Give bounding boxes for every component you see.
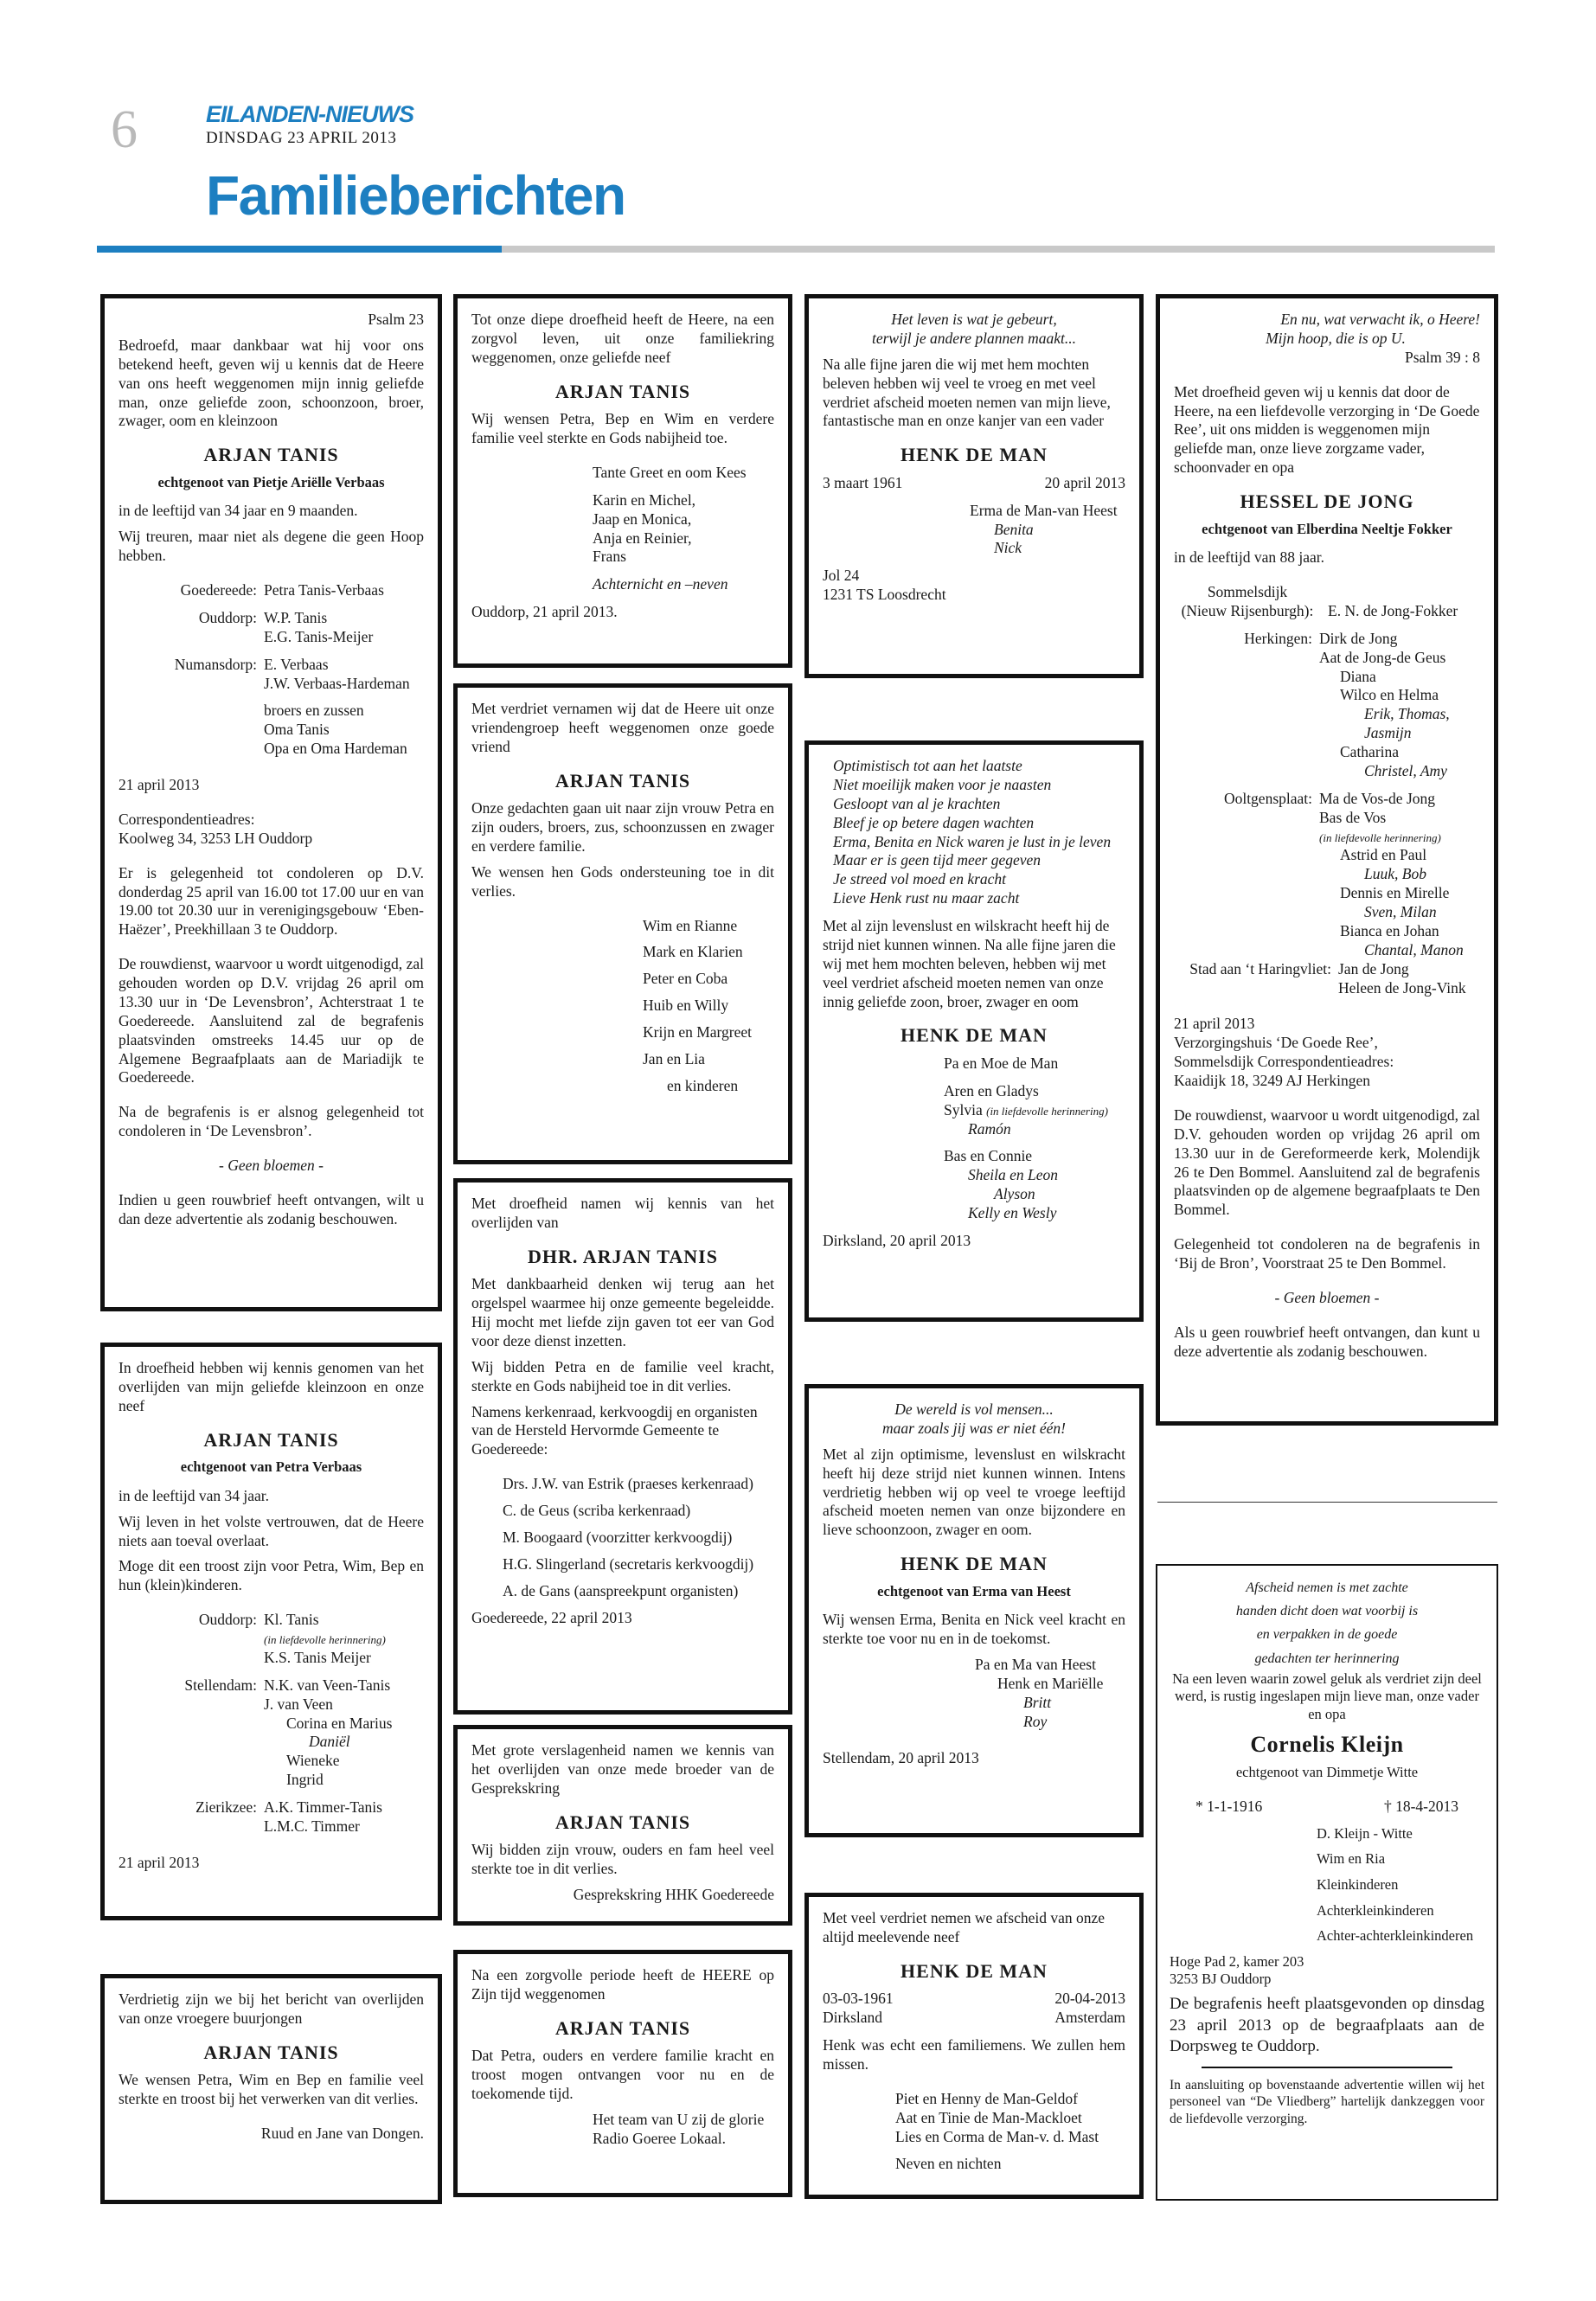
- ad-place-date: Ouddorp, 21 april 2013.: [471, 603, 618, 621]
- spouse-line: echtgenoot van Erma van Heest: [877, 1582, 1071, 1599]
- psalm-reference: Psalm 39 : 8: [1404, 348, 1480, 366]
- ad-henk-de-man-family: [804, 294, 1144, 678]
- ad-date: 21 april 2013: [119, 1853, 200, 1871]
- wish-line: We wensen hen Gods ondersteuning toe in dit verlies.: [471, 862, 774, 900]
- ad-arjan-tanis-friends: [453, 683, 792, 1164]
- age-line: in de leeftijd van 34 jaar en 9 maanden.: [119, 502, 358, 520]
- issue-date: DINSDAG 23 APRIL 2013: [206, 129, 397, 147]
- address-line: Jol 24: [823, 567, 860, 585]
- correspondence-label: Correspondentieadres:: [119, 810, 255, 828]
- family-row: Herkingen: Dirk de Jong Aat de Jong-de Geus Diana Wilco en Helma Erik, Thomas, Jasmijn Catharina Christel, Amy: [1244, 629, 1450, 779]
- spouse-line: echtgenoot van Pietje Ariëlle Verbaas: [157, 473, 385, 490]
- column-divider: [1157, 1502, 1497, 1503]
- thoughts-line: Onze gedachten gaan uit naar zijn vrouw Petra en zijn ouders, broers, zus, schoonzussen en zwager en verdere familie.: [471, 799, 774, 855]
- ad-arjan-tanis-family: [100, 294, 442, 1311]
- divider-line: [1202, 2067, 1452, 2068]
- signatories: D. Kleijn - Witte Wim en Ria Kleinkinderen Achterkleinkinderen Achter-achterkleinkinderen: [1317, 1824, 1474, 1945]
- family-row: Ouddorp: W.P. Tanis E.G. Tanis-Meijer: [198, 608, 374, 645]
- ad-intro: Met veel verdriet nemen we afscheid van onze altijd meelevende neef: [823, 1909, 1106, 1945]
- deceased-name: ARJAN TANIS: [203, 2041, 339, 2063]
- family-row: Ouddorp: Kl. Tanis (in liefdevolle herinnering) K.S. Tanis Meijer: [198, 1611, 386, 1666]
- poem-line: De wereld is vol mensen...: [894, 1400, 1054, 1418]
- life-dates: 3 maart 1961 20 april 2013: [823, 473, 1125, 491]
- no-flowers: - Geen bloemen -: [219, 1157, 324, 1174]
- service-info: De rouwdienst, waarvoor u wordt uitgenodigd, zal D.V. gehouden worden op vrijdag 26 april om 13.30 uur in de Gereformeerde kerk, Molendijk 26 te Den Bommel. Aansluitend zal de begrafenis plaatsvinden op de algemene begraafplaats te Den Bommel.: [1174, 1106, 1480, 1219]
- ad-place-date: Stellendam, 20 april 2013: [823, 1748, 979, 1766]
- deceased-name: ARJAN TANIS: [203, 1428, 339, 1451]
- ad-intro: Na een zorgvolle periode heeft de HEERE op Zijn tijd weggenomen: [471, 1966, 774, 2003]
- family-row: Stad aan ‘t Haringvliet: Jan de Jong Heleen de Jong-Vink: [1189, 959, 1466, 997]
- wish-line: Moge dit een troost zijn voor Petra, Wim, Bep en hun (klein)kinderen.: [119, 1557, 424, 1594]
- poem-line: maar zoals jij was er niet één!: [882, 1419, 1066, 1437]
- age-line: in de leeftijd van 34 jaar.: [119, 1486, 269, 1504]
- belief-line: Wij leven in het volste vertrouwen, dat de Heere niets aan toeval overlaat.: [119, 1512, 424, 1549]
- no-flowers: - Geen bloemen -: [1274, 1288, 1380, 1306]
- deceased-name: DHR. ARJAN TANIS: [528, 1245, 718, 1267]
- ad-signature: Gesprekskring HHK Goedereede: [573, 1885, 774, 1903]
- family-row: Ooltgensplaat: Ma de Vos-de Jong Bas de Vos (in liefdevolle herinnering) Astrid en Paul Luuk, Bob Dennis en Mirelle Sven, Milan Bianca en Johan Chantal, Manon: [1223, 789, 1464, 958]
- hope-line: Wij treuren, maar niet als degene die geen Hoop hebben.: [119, 528, 424, 565]
- wish-line: Wij wensen Erma, Benita en Nick veel kracht en sterkte toe voor nu en in de toekomst.: [823, 1611, 1125, 1648]
- ad-intro: Met droefheid namen wij kennis van het overlijden van: [471, 1195, 774, 1231]
- signatories: Drs. J.W. van Estrik (praeses kerkenraad) C. de Geus (scriba kerkenraad) M. Boogaard (voorzitter kerkvoogdij) H.G. Slingerland (secretaris kerkvoogdij) A. de Gans (aanspreekpunt organisten): [503, 1475, 754, 1599]
- deceased-name: HENK DE MAN: [901, 1024, 1048, 1047]
- signatories: Pa en Ma van Heest Henk en Mariëlle Britt Roy: [975, 1656, 1104, 1730]
- wish-line: Wij wensen Petra, Bep en Wim en verdere familie veel sterkte en Gods nabijheid toe.: [471, 410, 774, 446]
- ad-place-date: Dirksland, 20 april 2013: [823, 1231, 971, 1249]
- ad-arjan-tanis-relatives: [453, 294, 792, 668]
- poem: Optimistisch tot aan het laatste Niet moeilijk maken voor je naasten Gesloopt van al je krachten Bleef je op betere dagen wachten Erma, Benita en Nick waren je lust in je leven Maar er is geen tijd meer gegeven Je streed vol moed en kracht Lieve Henk rust nu maar zacht: [833, 757, 1112, 907]
- family-row: Numansdorp: E. Verbaas J.W. Verbaas-Hardeman: [174, 655, 410, 692]
- psalm-reference: Psalm 23: [368, 311, 424, 328]
- correspondence-line: Verzorgingshuis ‘De Goede Ree’,: [1174, 1034, 1378, 1052]
- family-extra: broers en zussen Oma Tanis Opa en Oma Hardeman: [264, 702, 407, 758]
- deceased-name: HENK DE MAN: [901, 444, 1048, 466]
- text-line: Henk was echt een familiemens. We zullen hem missen.: [823, 2036, 1125, 2073]
- prayer-line: Wij bidden Petra en de familie veel kracht, sterkte en Gods nabijheid toe in dit verlies.: [471, 1357, 774, 1394]
- ad-intro: Tot onze diepe droefheid heeft de Heere, na een zorgvol leven, uit onze familiekring weggenomen, onze geliefde neef: [471, 311, 774, 366]
- age-line: in de leeftijd van 88 jaar.: [1174, 548, 1324, 567]
- ad-place-date: Goedereede, 22 april 2013: [471, 1608, 632, 1626]
- after-burial-info: Na de begrafenis is er alsnog gelegenheid tot condoleren in ‘De Levensbron’.: [119, 1103, 424, 1140]
- address-line: 1231 TS Loosdrecht: [823, 586, 946, 604]
- burial-info: De begrafenis heeft plaatsgevonden op dinsdag 23 april 2013 op de begraafplaats aan de Dorpsweg te Ouddorp.: [1170, 1995, 1484, 2056]
- ad-intro: In droefheid hebben wij kennis genomen van het overlijden van mijn geliefde kleinzoon en onze neef: [119, 1359, 424, 1414]
- ad-arjan-tanis-church: [453, 1178, 792, 1715]
- address-line: 3253 BJ Ouddorp: [1170, 1971, 1272, 1988]
- deceased-name: ARJAN TANIS: [554, 2016, 691, 2039]
- deceased-name: HENK DE MAN: [901, 1553, 1048, 1575]
- spouse-line: echtgenoot van Elberdina Neeltje Fokker: [1202, 520, 1452, 537]
- family-row: Stellendam: N.K. van Veen-Tanis J. van Veen Corina en Marius Daniël Wieneke Ingrid: [184, 1676, 393, 1789]
- ad-intro: Met grote verslagenheid namen we kennis van het overlijden van onze mede broeder van de Gesprekskring: [471, 1741, 774, 1797]
- ad-henk-de-man-cousins: [804, 1893, 1144, 2199]
- ad-arjan-tanis-discussion-group: [453, 1725, 792, 1926]
- poem-line: Het leven is wat je gebeurt,: [891, 311, 1057, 328]
- ad-arjan-tanis-neighbours: [100, 1974, 442, 2204]
- signatories: Pa en Moe de Man Aren en Gladys Sylvia (in liefdevolle herinnering) Ramón Bas en Connie Sheila en Leon Alyson Kelly en Wesly: [944, 1054, 1108, 1221]
- ad-intro: Bedroefd, maar dankbaar wat hij voor ons betekend heeft, geven wij u kennis dat de Heere van ons heeft weggenomen mijn innig geliefde man, onze geliefde zoon, schoonzoon, broer, zwager, oom en kleinzoon: [119, 336, 424, 430]
- ad-date: 21 april 2013: [1174, 1015, 1255, 1033]
- deceased-name: ARJAN TANIS: [554, 769, 691, 792]
- deceased-name: ARJAN TANIS: [554, 380, 691, 402]
- signatories: Erma de Man-van Heest Benita Nick: [970, 501, 1118, 557]
- thanks-line: Met dankbaarheid denken wij terug aan het orgelspel waarmee hij onze gemeente begeleidde. Hij mocht met liefde zijn gaven tot eer van God voor deze dienst inzetten.: [471, 1275, 774, 1349]
- ad-cornelis-kleijn: [1156, 1564, 1498, 2201]
- family-row: Sommelsdijk (Nieuw Rijsenburgh): E. N. de Jong-Fokker: [1181, 583, 1458, 619]
- spouse-line: echtgenoot van Dimmetje Witte: [1235, 1764, 1419, 1781]
- ad-signature: Het team van U zij de glorie Radio Goeree Lokaal.: [593, 2110, 765, 2147]
- correspondence-line: Sommelsdijk Correspondentieadres:: [1174, 1053, 1394, 1071]
- ad-date: 21 april 2013: [119, 776, 200, 793]
- deceased-name: Cornelis Kleijn: [1250, 1731, 1404, 1757]
- life-dates: * 1-1-1916 † 18-4-2013: [1195, 1797, 1458, 1815]
- signatories: Tante Greet en oom Kees Karin en Michel, Jaap en Monica, Anja en Reinier, Frans Achternicht en –neven: [593, 463, 747, 593]
- deceased-name: HESSEL DE JONG: [1240, 490, 1414, 512]
- ad-intro: Na alle fijne jaren die wij met hem mochten beleven hebben wij veel te vroeg en met veel verdriet afscheid moeten nemen van mijn lieve, fantastische man en onze kanjer van een vader: [823, 355, 1111, 430]
- signatories: Wim en Rianne Mark en Klarien Peter en Coba Huib en Willy Krijn en Margreet Jan en Lia en kinderen: [643, 916, 753, 1094]
- family-row: Zierikzee: A.K. Timmer-Tanis L.M.C. Timmer: [195, 1798, 382, 1835]
- closing-note: Als u geen rouwbrief heeft ontvangen, dan kunt u deze advertentie als zodanig beschouwen.: [1174, 1323, 1480, 1360]
- deceased-name: ARJAN TANIS: [203, 444, 339, 466]
- ad-henk-de-man-parents: [804, 740, 1144, 1322]
- page-number: 6: [111, 100, 138, 159]
- ad-henk-de-man-in-laws: [804, 1384, 1144, 1837]
- poem: Afscheid nemen is met zachte handen dicht doen wat voorbij is en verpakken in de goede gedachten ter herinnering: [1235, 1580, 1419, 1666]
- header-rule-blue: [97, 246, 502, 253]
- correspondence-address: Koolweg 34, 3253 LH Ouddorp: [119, 829, 313, 847]
- service-info: De rouwdienst, waarvoor u wordt uitgenodigd, zal gehouden worden op D.V. vrijdag 26 april om 13.30 uur in ‘De Levensbron’, Achterstraat 1 te Goedereede. Aansluitend zal de begrafenis plaatsvinden omstreeks 14.45 uur op de Algemene Begraafplaats aan de Mariadijk te Goedereede.: [119, 955, 424, 1086]
- address-line: Hoge Pad 2, kamer 203: [1170, 1952, 1304, 1970]
- ad-hessel-de-jong: [1156, 294, 1498, 1426]
- life-dates: 03-03-1961 20-04-2013: [823, 1990, 1125, 2008]
- deceased-name: ARJAN TANIS: [554, 1811, 691, 1833]
- ad-signature: Ruud en Jane van Dongen.: [260, 2125, 424, 2142]
- poem-line: Mijn hoop, die is op U.: [1266, 329, 1406, 347]
- ad-intro: Na een leven waarin zowel geluk als verdriet zijn deel werd, is rustig ingeslapen mijn lieve man, onze vader en opa: [1172, 1670, 1482, 1722]
- condolence-info: Er is gelegenheid tot condoleren op D.V. donderdag 25 april van 16.00 tot 17.00 uur en van 19.00 tot 20.30 uur in verenigingsgebouw ‘Eben-Haëzer’, Preekhillaan 3 te Ouddorp.: [119, 863, 424, 939]
- ad-arjan-tanis-radio: [453, 1950, 792, 2197]
- header-rule-grey: [502, 246, 1495, 253]
- behalf-line: Namens kerkenraad, kerkvoogdij en organisten van de Hersteld Hervormde Gemeente te Goedereede:: [471, 1402, 758, 1458]
- masthead-logo: EILANDEN-NIEUWS: [206, 101, 413, 127]
- ad-arjan-tanis-grandparents: [100, 1343, 442, 1920]
- closing-note: Indien u geen rouwbrief heeft ontvangen, wilt u dan deze advertentie als zodanig beschouwen.: [119, 1190, 424, 1227]
- condolence-info: Gelegenheid tot condoleren na de begrafenis in ‘Bij de Bron’, Voorstraat 25 te Den Bommel.: [1174, 1235, 1480, 1272]
- life-places: Dirksland Amsterdam: [823, 2009, 1125, 2027]
- ad-intro: Met droefheid geven wij u kennis dat door de Heere, na een liefdevolle verzorging in ‘De Goede Ree’, uit ons midden is weggenomen mijn geliefde man, onze lieve zorgzame vader, schoonvader en opa: [1174, 382, 1480, 477]
- deceased-name: HENK DE MAN: [901, 1959, 1048, 1982]
- ad-intro: Met al zijn levenslust en wilskracht heeft hij de strijd niet kunnen winnen. Na alle fijne jaren die wij met hem mochten beleven, hebben wij met veel verdriet afscheid moeten nemen van onze innig geliefde zoon, broer, zwager en oom: [823, 917, 1116, 1010]
- correspondence-line: Kaaidijk 18, 3249 AJ Herkingen: [1174, 1072, 1370, 1089]
- poem-line: En nu, wat verwacht ik, o Heere!: [1280, 311, 1480, 328]
- family-row: Goedereede: Petra Tanis-Verbaas: [180, 581, 384, 599]
- ad-intro: Met verdriet vernamen wij dat de Heere uit onze vriendengroep heeft weggenomen onze goede vriend: [471, 700, 774, 755]
- spouse-line: echtgenoot van Petra Verbaas: [180, 1458, 362, 1476]
- prayer-line: Wij bidden zijn vrouw, ouders en fam heel veel sterkte toe in dit verlies.: [471, 1841, 774, 1877]
- ad-intro: Met al zijn optimisme, levenslust en wilskracht heeft hij deze strijd niet kunnen winnen. Intens verdrietig hebben wij op veel te vroege leeftijd afscheid moeten nemen van onze bijzondere en lieve schoonzoon, zwager en oom.: [823, 1445, 1125, 1539]
- wish-line: We wensen Petra, Wim en Bep en familie veel sterkte en troost bij het verwerken van dit verlies.: [119, 2071, 424, 2108]
- ad-intro: Verdrietig zijn we bij het bericht van overlijden van onze vroegere buurjongen: [119, 1990, 424, 2027]
- poem-line: terwijl je andere plannen maakt...: [871, 329, 1077, 347]
- section-title: Familieberichten: [206, 164, 625, 227]
- wish-line: Dat Petra, ouders en verdere familie kracht en troost mogen ontvangen voor nu en de toekomende tijd.: [471, 2047, 774, 2102]
- thanks-note: In aansluiting op bovenstaande advertentie willen wij het personeel van “De Vliedberg” hartelijk dankzeggen voor de liefdevolle verzorging.: [1170, 2078, 1484, 2126]
- signatories: Piet en Henny de Man-Geldof Aat en Tinie de Man-Mackloet Lies en Corma de Man-v. d. Mast Neven en nichten: [895, 2089, 1099, 2173]
